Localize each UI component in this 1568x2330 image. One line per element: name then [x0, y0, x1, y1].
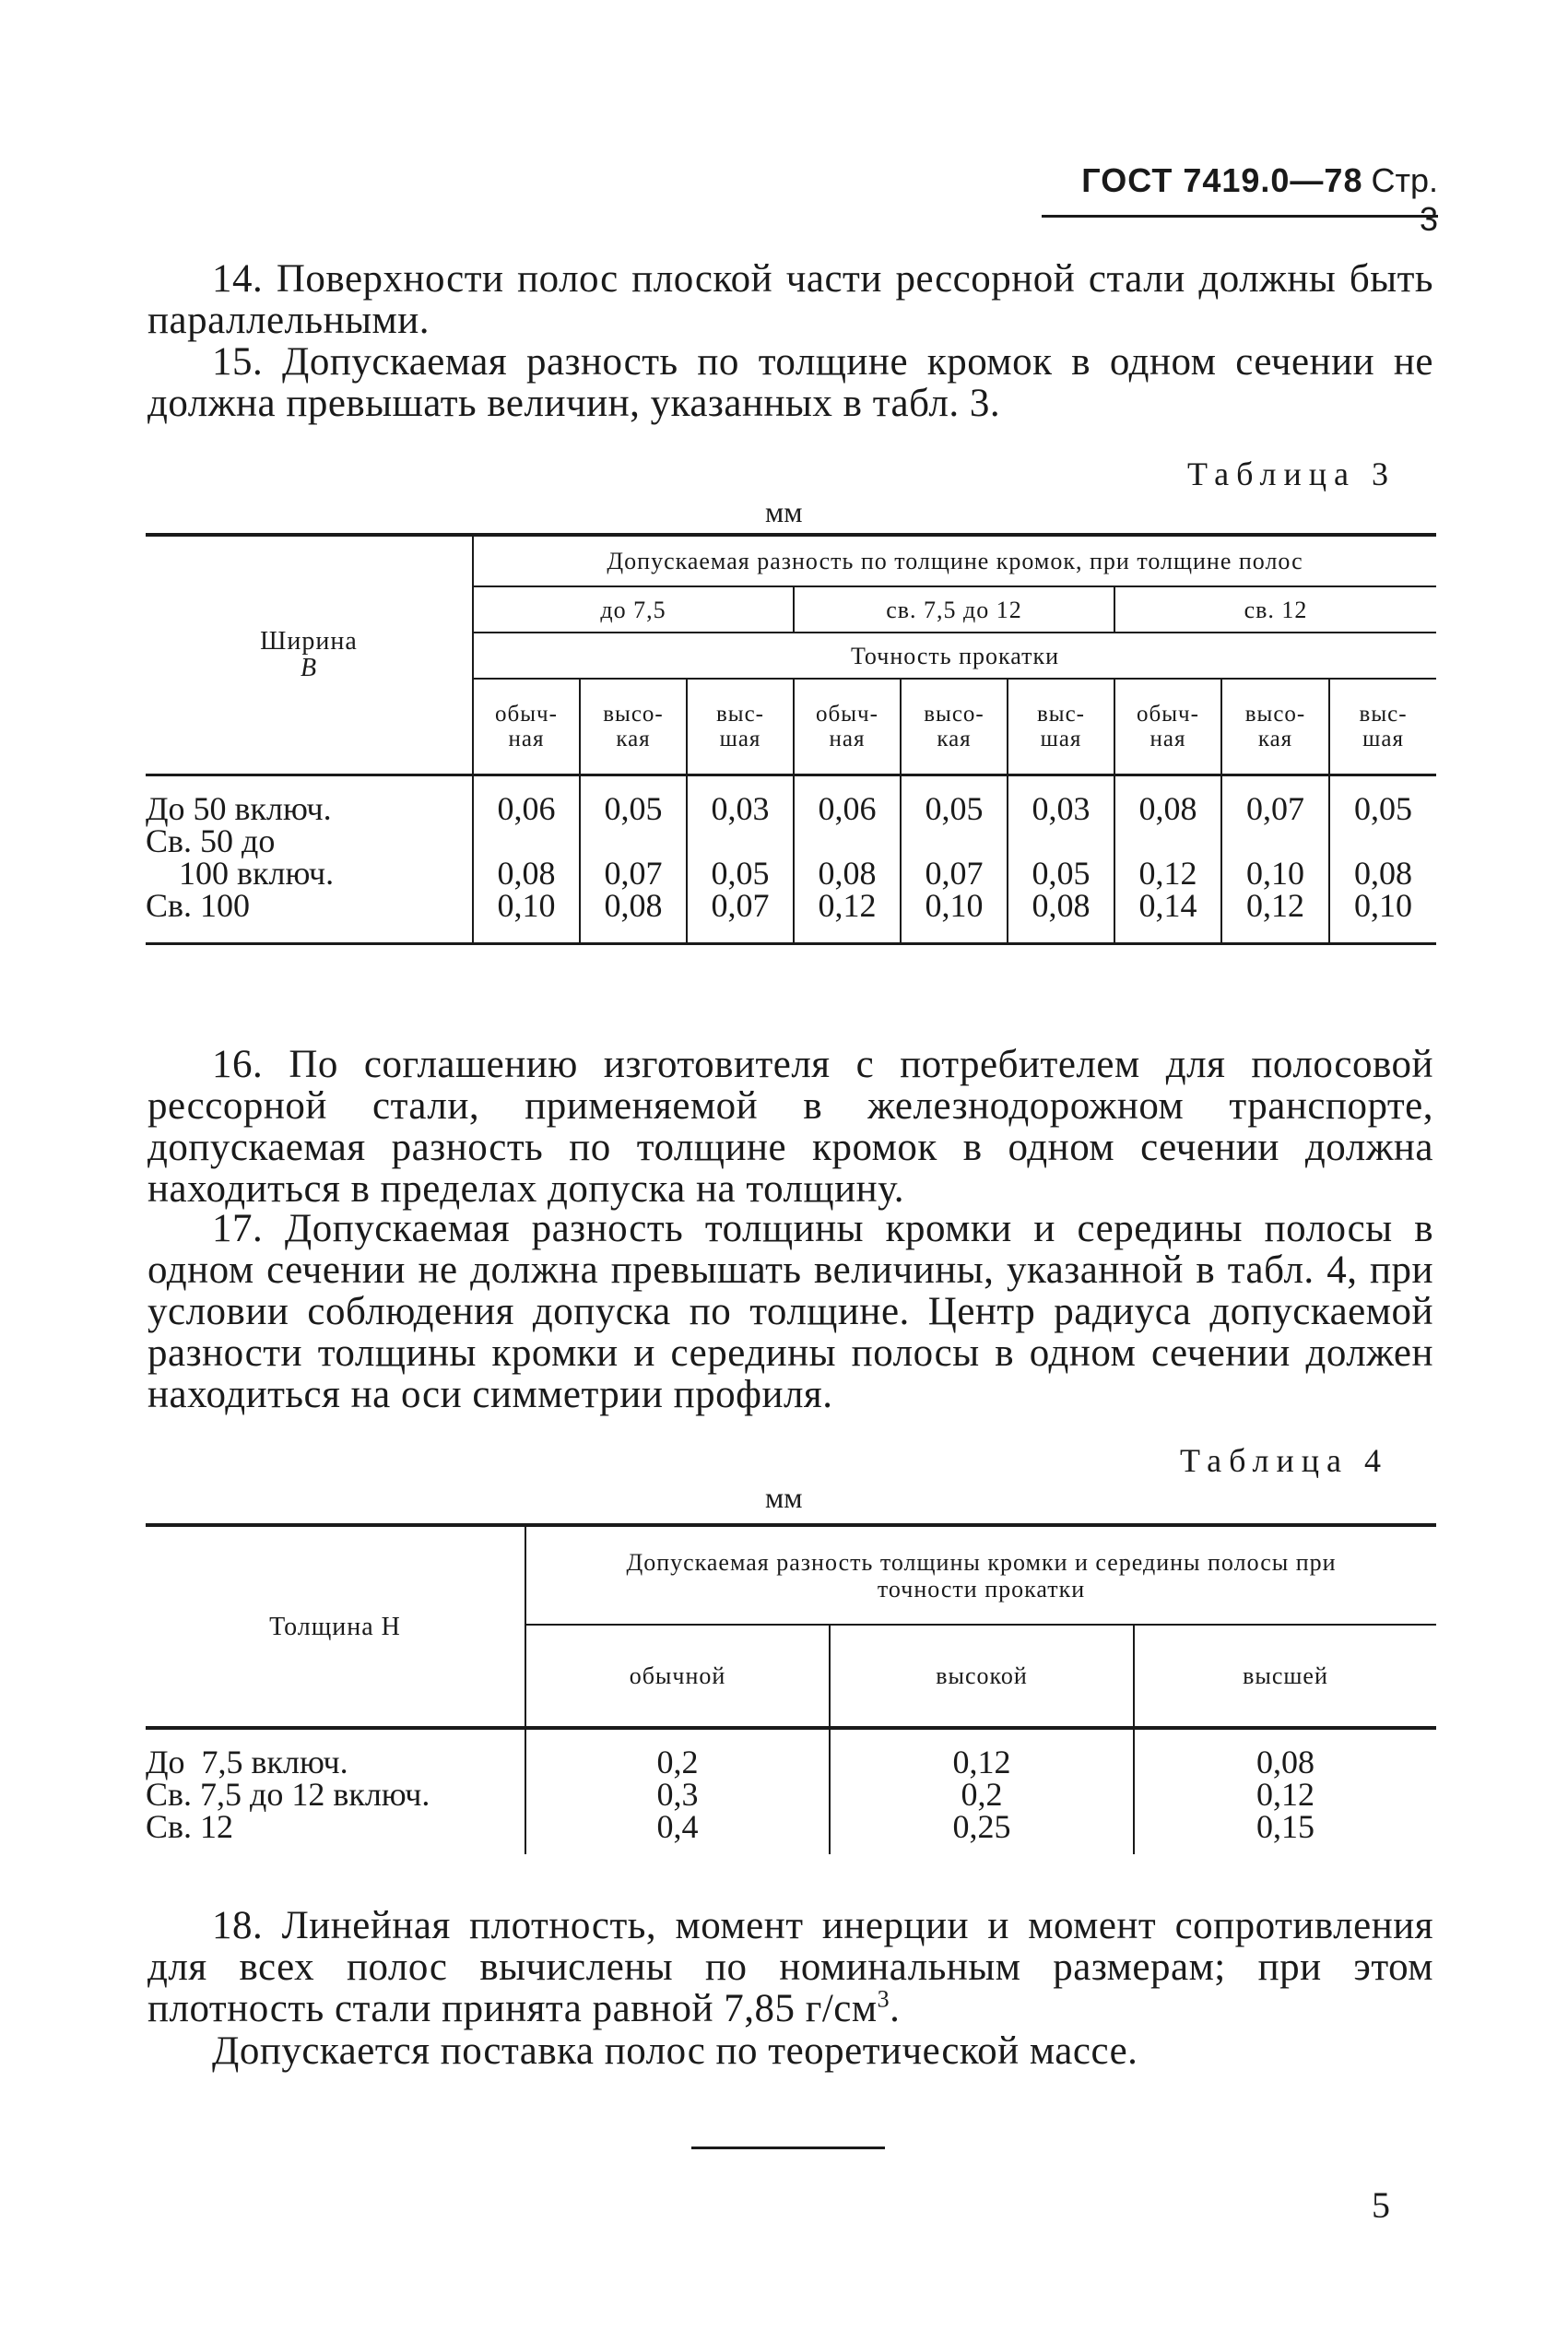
- table-3-level: высо- кая: [901, 679, 1008, 775]
- table-3-level: выс- шая: [1008, 679, 1114, 775]
- table-row: Св. 12 0,4 0,25 0,15: [146, 1811, 1436, 1854]
- table-3-width-header: Ширина B: [146, 535, 473, 775]
- table-3-group-header: Допускаемая разность по толщине кромок, при толщине полос: [473, 535, 1436, 586]
- table-3-level: высо- кая: [580, 679, 687, 775]
- paragraph-17: 17. Допускаемая разность толщины кромки и середины полосы в одном сечении не должна превышать величины, указанной в табл. 4, при условии соблюдения допуска по толщине. Центр радиуса допускаемой разности толщины кромки и середины полосы в одном сечении должен находиться на оси симметрии профиля.: [147, 1207, 1433, 1416]
- table-3-level: высо- кая: [1221, 679, 1329, 775]
- table-row: Св. 50 до 100 включ. 0,08 0,07 0,05 0,08 0,07 0,05 0,12 0,10 0,08: [146, 825, 1436, 890]
- page-label: Стр. 3: [1371, 161, 1438, 238]
- table-row: Св. 7,5 до 12 включ. 0,3 0,2 0,12: [146, 1779, 1436, 1811]
- table-3-level: выс- шая: [687, 679, 794, 775]
- table-3-accuracy-header: Точность прокатки: [473, 633, 1436, 679]
- table-4-unit: мм: [765, 1481, 803, 1514]
- table-4-group-header: Допускаемая разность толщины кромки и середины полосы при точности прокатки: [525, 1525, 1436, 1625]
- end-rule: [691, 2147, 885, 2149]
- table-4-level: высшей: [1134, 1625, 1436, 1728]
- table-3-level: обыч- ная: [1114, 679, 1221, 775]
- header-rule: [1042, 215, 1438, 218]
- table-3-range-2: св. 12: [1114, 586, 1436, 633]
- table-3-unit: мм: [765, 495, 803, 528]
- table-4-caption: Таблица 4: [1180, 1442, 1388, 1479]
- table-4-thickness-header: Толщина H: [146, 1525, 525, 1728]
- table-3-level: обыч- ная: [794, 679, 901, 775]
- superscript-3: 3: [877, 1985, 890, 2013]
- table-3: [146, 533, 1436, 945]
- paragraph-15: 15. Допускаемая разность по толщине кромок в одном сечении не должна превышать величин, указанных в табл. 3.: [147, 340, 1433, 425]
- table-3-range-0: до 7,5: [473, 586, 794, 633]
- table-row: До 7,5 включ. 0,2 0,12 0,08: [146, 1728, 1436, 1779]
- table-3-level: обыч- ная: [473, 679, 580, 775]
- paragraph-16: 16. По соглашению изготовителя с потребителем для полосовой рессорной стали, применяемой в железнодорожном транспорте, допускаемая разность по толщине кромок в одном сечении должна находиться в пределах допуска на толщину.: [147, 1043, 1433, 1211]
- table-row: До 50 включ. 0,06 0,05 0,03 0,06 0,05 0,03 0,08 0,07 0,05: [146, 775, 1436, 825]
- page-header: [1069, 161, 1438, 239]
- paragraph-18: 18. Линейная плотность, момент инерции и момент сопротивления для всех полос вычислены по номинальным размерам; при этом плотность стали принята равной 7,85 $г/см^3$.: [147, 1904, 1433, 2030]
- paragraph-14: 14. Поверхности полос плоской части рессорной стали должны быть параллельными.: [147, 257, 1433, 342]
- table-4: [146, 1523, 1436, 1854]
- table-3-caption: Таблица 3: [1187, 455, 1396, 492]
- table-4-level: обычной: [525, 1625, 830, 1728]
- page-number: 5: [1372, 2184, 1390, 2226]
- document-id: ГОСТ 7419.0—78: [1081, 161, 1363, 199]
- paragraph-18b: Допускается поставка полос по теоретической массе.: [212, 2029, 1138, 2073]
- table-4-level: высокой: [830, 1625, 1134, 1728]
- table-row: Св. 100 0,10 0,08 0,07 0,12 0,10 0,08 0,14 0,12 0,10: [146, 890, 1436, 944]
- table-3-level: выс- шая: [1329, 679, 1436, 775]
- table-3-range-1: св. 7,5 до 12: [794, 586, 1114, 633]
